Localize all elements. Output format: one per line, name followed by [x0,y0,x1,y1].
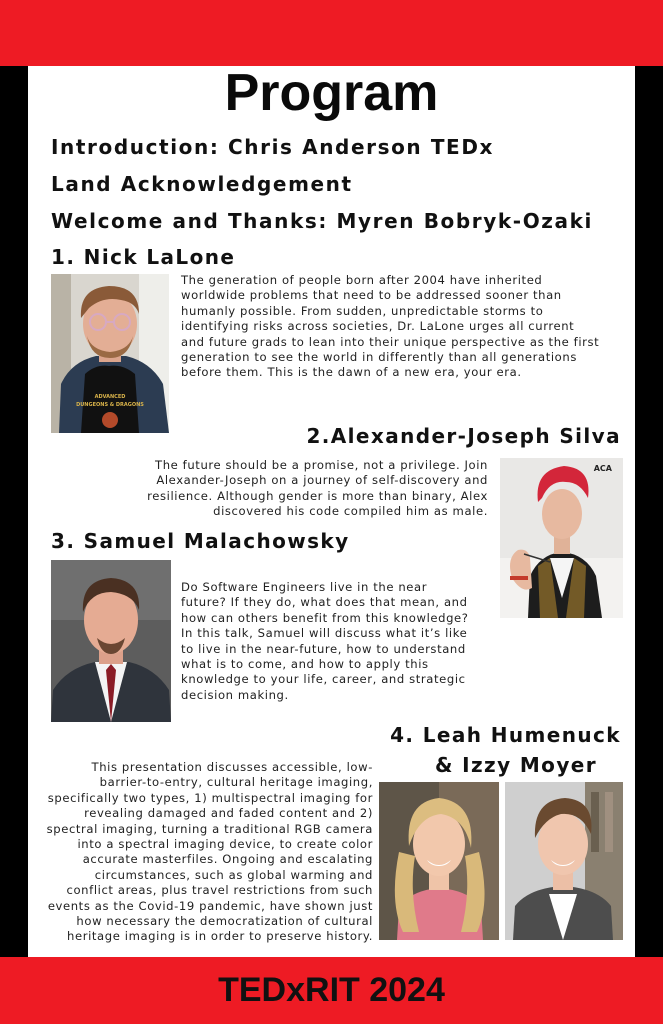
speaker-2-description [147,458,488,520]
description-line: The future should be a promise, not a privilege. Join [155,458,488,472]
footer-event-title: TEDxRIT 2024 [218,971,445,1009]
description-line: before them. This is the dawn of a new era, your era. [181,365,522,380]
speaker-3-description [181,580,469,703]
description-line: what is to come, and how to apply this [181,657,429,672]
description-line: spectral imaging, turning a traditional RGB camera [46,821,373,836]
description-line: into a spectral imaging device, to create color [77,837,373,852]
speaker-4-heading-line-2: & Izzy Moyer [434,753,597,777]
description-line: how can others benefit from this knowledge? [181,610,469,625]
speaker-3-photo [51,560,171,722]
speaker-1-photo [51,274,169,433]
speaker-3-heading: 3. Samuel Malachowsky [51,529,350,553]
description-line: heritage imaging is in order to preserve history. [67,929,373,944]
description-line: resilience. Although gender is more than binary, Alex [147,488,488,503]
description-line: identifying risks across societies, Dr. LaLone urges all current [181,319,575,334]
program-line-introduction: Introduction: Chris Anderson TEDx [51,135,495,159]
description-line: how necessary the democratization of cultural [76,914,373,929]
program-line-land-acknowledgement: Land Acknowledgement [51,172,353,196]
description-line: events as the Covid-19 pandemic, have shown just [47,898,373,913]
speaker-2-photo [500,458,623,618]
speaker-4-heading-line-1: 4. Leah Humenuck [390,723,621,747]
description-line: to live in the near-future, how to understand [181,641,466,656]
top-red-band [0,0,663,66]
shirt-text-line-2: DUNGEONS & DRAGONS [76,402,144,408]
description-line: Do Software Engineers live in the near [181,580,428,594]
description-line: decision making. [181,687,289,702]
description-line: conflict areas, plus travel restrictions from such [66,883,373,898]
description-line: generation to see the world in differently than all generations [181,350,577,365]
description-line: worldwide problems that need to be addressed sooner than [181,288,562,303]
shirt-text-line-1: ADVANCED [94,394,126,400]
description-line: revealing damaged and faded content and 2) [84,806,373,821]
speaker-1-heading: 1. Nick LaLone [51,245,236,269]
description-line: barrier-to-entry, cultural heritage imaging, [99,775,373,790]
description-line: discovered his code compiled him as male. [213,504,488,519]
description-line: future? If they do, what does that mean, and [181,595,468,610]
speaker-4a-photo [379,782,499,940]
description-line: and future grads to lean into their unique perspective as the first [181,334,600,349]
description-line: humanly possible. From sudden, unpredictable storms to [181,303,544,318]
program-line-welcome: Welcome and Thanks: Myren Bobryk-Ozaki [51,209,593,233]
description-line: In this talk, Samuel will discuss what it’s like [181,626,468,641]
description-line: The generation of people born after 2004 have inherited [181,273,543,287]
photo-mark-text: ACA [593,464,612,473]
description-line: Alexander-Joseph on a journey of self-discovery and [156,473,488,488]
speaker-4b-photo [505,782,623,940]
speaker-1-description [181,273,599,381]
speaker-4-description [47,760,373,945]
speaker-2-heading: 2.Alexander-Joseph Silva [306,424,621,448]
description-line: specifically two types, 1) multispectral imaging for [47,790,373,805]
description-line: knowledge to your life, career, and strategic [181,672,466,687]
page-title: Program [224,64,439,122]
description-line: circumstances, such as global warming and [94,867,373,882]
description-line: accurate masterfiles. Ongoing and escalating [82,852,373,867]
description-line: This presentation discusses accessible, low- [91,760,373,774]
